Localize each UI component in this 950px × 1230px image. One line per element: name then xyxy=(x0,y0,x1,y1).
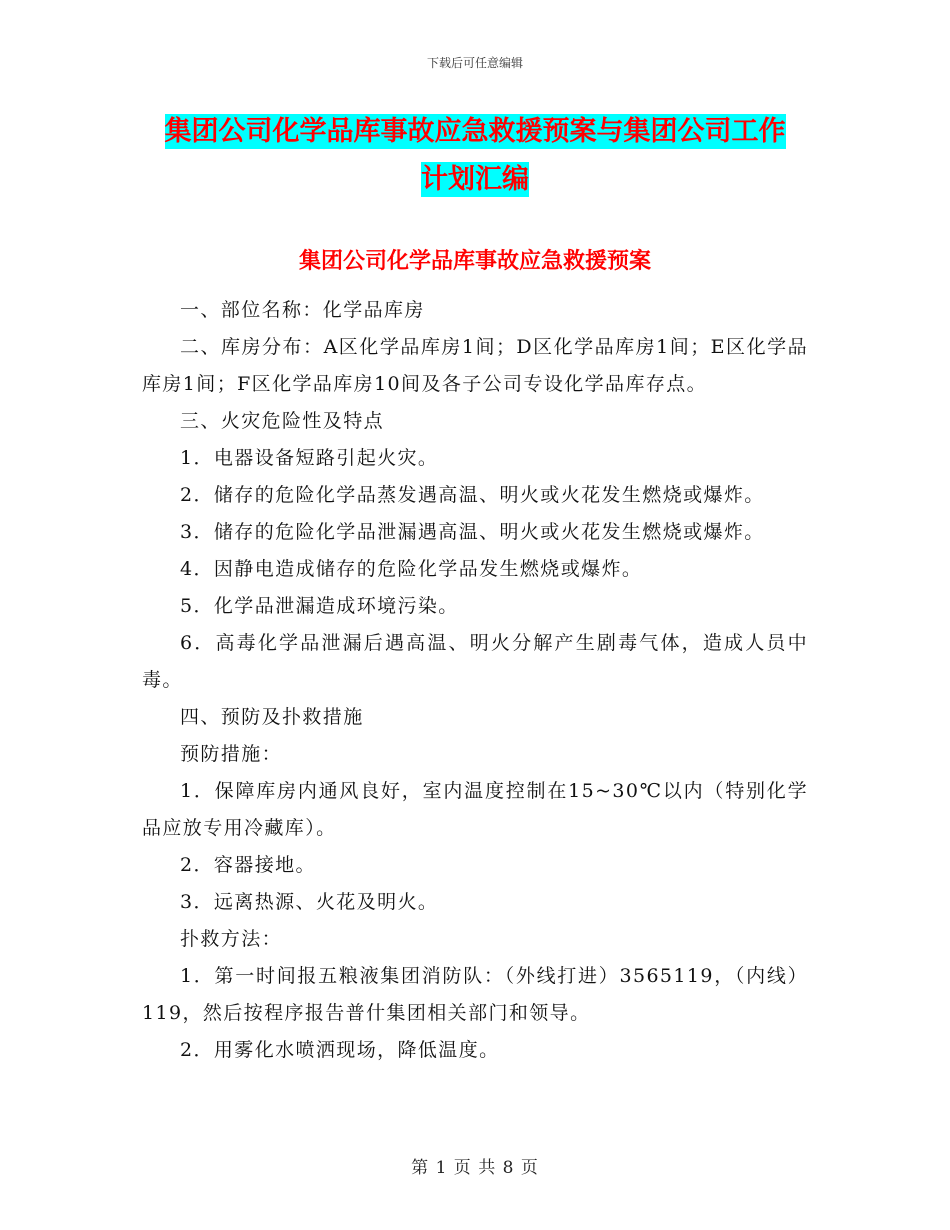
paragraph: 3．远离热源、火花及明火。 xyxy=(180,891,439,913)
paragraph: 5．化学品泄漏造成环境污染。 xyxy=(180,595,459,617)
paragraph: 一、部位名称：化学品库房 xyxy=(180,299,425,321)
section-title: 集团公司化学品库事故应急救援预案 xyxy=(298,249,651,274)
paragraph: 1．保障库房内通风良好，室内温度控制在15~30℃以内（特别化学品应放专用冷藏库）。 xyxy=(142,780,808,839)
paragraph: 预防措施： xyxy=(180,743,283,765)
document-title xyxy=(0,108,950,204)
paragraph: 2．用雾化水喷洒现场，降低温度。 xyxy=(180,1039,500,1061)
title-line-1: 集团公司化学品库事故应急救援预案与集团公司工作 xyxy=(164,116,786,147)
paragraph: 二、库房分布：A区化学品库房1间；D区化学品库房1间；E区化学品库房1间；F区化学品库房10间及各子公司专设化学品库存点。 xyxy=(142,336,808,395)
document-body xyxy=(142,292,808,1069)
paragraph: 6．高毒化学品泄漏后遇高温、明火分解产生剧毒气体，造成人员中毒。 xyxy=(142,632,808,691)
paragraph: 2．容器接地。 xyxy=(180,854,316,876)
paragraph: 1．电器设备短路引起火灾。 xyxy=(180,447,439,469)
paragraph: 三、火灾危险性及特点 xyxy=(180,410,385,432)
paragraph: 3．储存的危险化学品泄漏遇高温、明火或火花发生燃烧或爆炸。 xyxy=(180,521,765,543)
page-footer: 第 1 页 共 8 页 xyxy=(411,1158,539,1178)
paragraph: 四、预防及扑救措施 xyxy=(180,706,364,728)
paragraph: 扑救方法： xyxy=(180,928,283,950)
title-line-2: 计划汇编 xyxy=(421,164,529,195)
header-note: 下载后可任意编辑 xyxy=(426,56,523,70)
paragraph: 4．因静电造成储存的危险化学品发生燃烧或爆炸。 xyxy=(180,558,643,580)
paragraph: 1．第一时间报五粮液集团消防队：（外线打进）3565119，（内线）119，然后按程序报告普什集团相关部门和领导。 xyxy=(142,965,808,1024)
paragraph: 2．储存的危险化学品蒸发遇高温、明火或火花发生燃烧或爆炸。 xyxy=(180,484,765,506)
